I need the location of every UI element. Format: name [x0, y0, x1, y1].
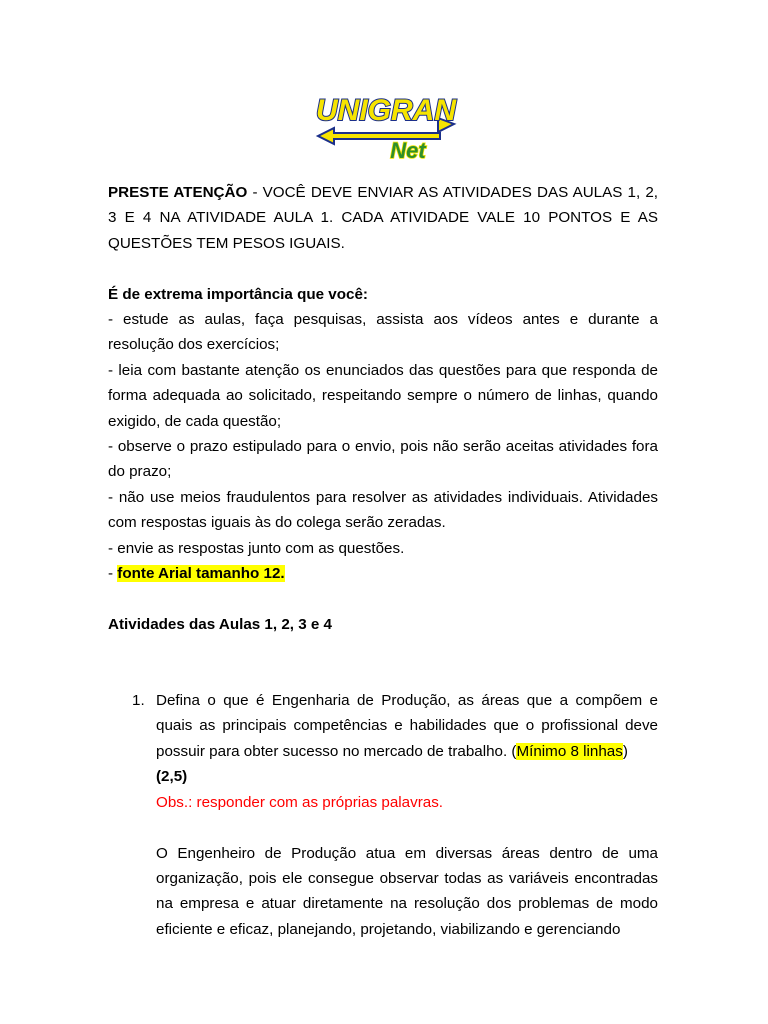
document-body [108, 180, 658, 942]
question-1 [108, 688, 658, 942]
importance-heading: É de extrema importância que você: [108, 285, 368, 303]
importance-item: - envie as respostas junto com as questões. [108, 539, 405, 557]
notice-label: PRESTE ATENÇÃO [108, 184, 248, 201]
importance-item: - observe o prazo estipulado para o envio, pois não serão aceitas atividades fora do prazo; [108, 438, 658, 481]
min-lines-highlight: Mínimo 8 linhas [516, 742, 623, 760]
question-obs: Obs.: responder com as próprias palavras. [156, 793, 444, 811]
importance-item: - leia com bastante atenção os enunciados das questões para que responda de forma adequada ao solicitado, respeitando sempre o número de linhas, quando exigido, de cada questão; [108, 361, 658, 430]
question-number: 1. [132, 692, 145, 710]
activities-heading: Atividades das Aulas 1, 2, 3 e 4 [108, 615, 332, 633]
logo-text-sub: Net [390, 138, 426, 163]
question-text: Defina o que é Engenharia de Produção, as áreas que a compõem e quais as principais competências e habilidades que o profissional deve possuir para obter sucesso no mercado de trabalho. (Mínimo 8 linhas) [156, 692, 658, 760]
importance-item: - estude as aulas, faça pesquisas, assista aos vídeos antes e durante a resolução dos exercícios; [108, 311, 658, 354]
question-weight: (2,5) [156, 768, 188, 786]
unigran-net-logo [312, 88, 460, 166]
font-requirement: - fonte Arial tamanho 12. [108, 565, 285, 583]
notice-text: - VOCÊ DEVE ENVIAR AS ATIVIDADES DAS AULAS 1, 2, 3 E 4 NA ATIVIDADE AULA 1. CADA ATIVIDADE VALE 10 PONTOS E AS QUESTÕES TEM PESOS IGUAIS. [108, 184, 658, 252]
logo-text-main: UNIGRAN [316, 94, 456, 127]
font-requirement-highlight: fonte Arial tamanho 12. [117, 565, 285, 583]
importance-item: - não use meios fraudulentos para resolver as atividades individuais. Atividades com respostas iguais às do colega serão zeradas. [108, 488, 658, 532]
notice-paragraph [108, 180, 658, 256]
question-answer: O Engenheiro de Produção atua em diversas áreas dentro de uma organização, pois ele consegue observar todas as variáveis encontradas na empresa e atuar diretamente na resolução dos problemas de modo eficiente e eficaz, planejando, projetando, viabilizando e gerenciando [156, 844, 658, 938]
